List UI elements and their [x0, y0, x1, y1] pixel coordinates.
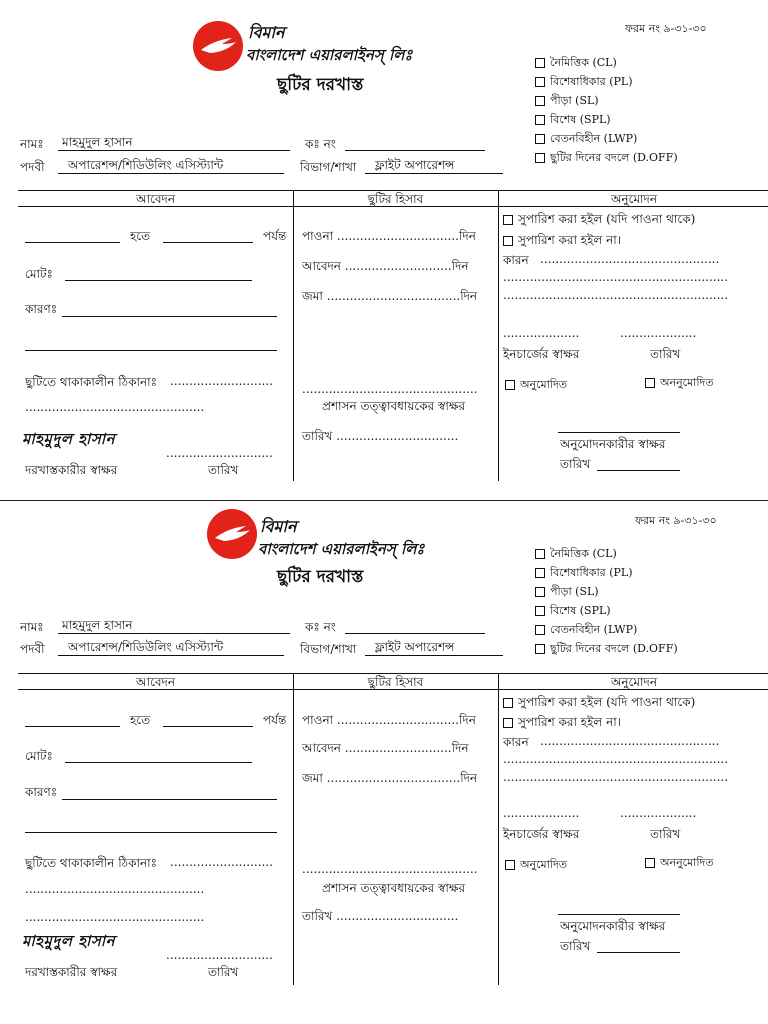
approver-date-label: তারিখ	[560, 457, 591, 471]
biman-logo	[192, 20, 244, 72]
address-label: ছুটিতে থাকাকালীন ঠিকানাঃ	[25, 375, 157, 389]
reason-label: কারণঃ	[25, 785, 58, 799]
checkbox-icon[interactable]	[535, 625, 545, 635]
to-label: পর্যন্ত	[263, 713, 287, 727]
leave-type-cl[interactable]: নৈমিত্তিক (CL)	[535, 54, 617, 73]
leave-type-spl[interactable]: বিশেষ (SPL)	[535, 111, 611, 130]
applicant-date-label: তারিখ	[208, 463, 239, 477]
leave-due[interactable]: পাওনা ................................দিন	[302, 713, 476, 727]
airline-name: বাংলাদেশ এয়ারলাইনস্‌ লিঃ	[258, 540, 425, 558]
approved-option[interactable]: অনুমোদিত	[505, 856, 567, 875]
checkbox-icon[interactable]	[503, 698, 513, 708]
approval-reason-dots[interactable]: ...............................................	[540, 734, 720, 748]
reason-label: কারণঃ	[25, 302, 58, 316]
from-date-field[interactable]	[25, 242, 120, 243]
leave-applied[interactable]: আবেদন ............................দিন	[302, 259, 469, 273]
applicant-date-label: তারিখ	[208, 965, 239, 979]
column-application: আবেদন	[136, 675, 175, 689]
column-application: আবেদন	[136, 192, 175, 206]
leave-type-pl[interactable]: বিশেষাধিকার (PL)	[535, 73, 633, 92]
admin-sig-label: প্রশাসন তত্ত্বাবধায়কের স্বাক্ষর	[322, 881, 466, 895]
admin-date[interactable]: তারিখ ................................	[302, 909, 459, 923]
incharge-date-dots[interactable]: ....................	[620, 806, 697, 820]
id-label: কঃ নং	[305, 137, 336, 151]
total-field[interactable]	[65, 762, 252, 763]
checkbox-icon[interactable]	[645, 378, 655, 388]
not-approved-option[interactable]: অননুমোদিত	[645, 374, 714, 393]
approver-date-label: তারিখ	[560, 939, 591, 953]
brand-name: বিমান	[248, 23, 285, 42]
from-label: হতে	[130, 229, 151, 243]
from-label: হতে	[130, 713, 151, 727]
admin-sig-dots[interactable]: ..............................................	[302, 862, 478, 876]
column-leave-account: ছুটির হিসাব	[367, 192, 424, 206]
applicant-date-dots[interactable]: ............................	[166, 446, 273, 460]
name-label: নামঃ	[20, 137, 44, 151]
biman-logo	[206, 508, 258, 560]
leave-type-cl[interactable]: নৈমিত্তিক (CL)	[535, 545, 617, 564]
checkbox-icon[interactable]	[505, 380, 515, 390]
brand-name: বিমান	[260, 517, 297, 536]
applicant-signature: মাহমুদুল হাসান	[22, 932, 116, 950]
applicant-sig-label: দরখাস্তকারীর স্বাক্ষর	[25, 463, 118, 477]
incharge-sig-dots[interactable]: ....................	[503, 326, 580, 340]
leave-form-copy-1	[0, 12, 768, 482]
column-approval: অনুমোদন	[611, 192, 657, 206]
incharge-date-label: তারিখ	[650, 347, 681, 361]
admin-date[interactable]: তারিখ ................................	[302, 429, 459, 443]
leave-type-sl[interactable]: পীড়া (SL)	[535, 92, 599, 111]
address-dots-2[interactable]: ...............................................	[25, 882, 205, 896]
reason-field[interactable]	[62, 316, 277, 317]
incharge-date-label: তারিখ	[650, 827, 681, 841]
column-approval: অনুমোদন	[611, 675, 657, 689]
address-dots-3[interactable]: ...............................................	[25, 910, 205, 924]
name-value[interactable]: মাহমুদুল হাসান	[62, 618, 133, 632]
approver-date-field[interactable]	[597, 470, 680, 471]
leave-form-copy-2	[0, 500, 768, 979]
incharge-sig-label: ইনচার্জের স্বাক্ষর	[503, 347, 580, 361]
reason-field-2[interactable]	[25, 832, 277, 833]
airline-name: বাংলাদেশ এয়ারলাইনস্‌ লিঃ	[246, 46, 413, 64]
approver-sig-field[interactable]	[558, 432, 680, 433]
not-recommended-option[interactable]: সুপারিশ করা হইল না।	[503, 232, 621, 252]
checkbox-icon[interactable]	[535, 96, 545, 106]
total-field[interactable]	[65, 280, 252, 281]
name-label: নামঃ	[20, 620, 44, 634]
total-label: মোটঃ	[25, 749, 53, 763]
leave-type-lwp[interactable]: বেতনবিহীন (LWP)	[535, 130, 637, 149]
total-label: মোটঃ	[25, 267, 53, 281]
reason-field[interactable]	[62, 799, 277, 800]
to-date-field[interactable]	[163, 242, 253, 243]
approval-reason-dots-3[interactable]: ...........................................................	[503, 770, 729, 784]
address-dots[interactable]: ...........................	[170, 855, 273, 869]
dept-label: বিভাগ/শাখা	[300, 642, 357, 656]
leave-type-lwp[interactable]: বেতনবিহীন (LWP)	[535, 621, 637, 640]
checkbox-icon[interactable]	[535, 153, 545, 163]
checkbox-icon[interactable]	[503, 236, 513, 246]
address-dots[interactable]: ...........................	[170, 374, 273, 388]
approver-date-field[interactable]	[597, 952, 680, 953]
dept-label: বিভাগ/শাখা	[300, 160, 357, 174]
dept-value[interactable]: ফ্লাইট অপারেশন্স	[375, 158, 455, 172]
approval-reason-label: কারন	[503, 735, 529, 749]
name-value[interactable]: মাহমুদুল হাসান	[62, 135, 133, 149]
reason-field-2[interactable]	[25, 350, 277, 351]
address-dots-2[interactable]: ...............................................	[25, 400, 205, 414]
from-date-field[interactable]	[25, 726, 120, 727]
leave-balance[interactable]: জমা ...................................দিন	[302, 771, 478, 785]
checkbox-icon[interactable]	[535, 606, 545, 616]
leave-applied[interactable]: আবেদন ............................দিন	[302, 741, 469, 755]
designation-label: পদবী	[20, 642, 45, 656]
approval-reason-dots-3[interactable]: ...........................................................	[503, 288, 729, 302]
admin-sig-dots[interactable]: ..............................................	[302, 382, 478, 396]
approver-sig-field[interactable]	[558, 914, 680, 915]
leave-balance[interactable]: জমা ...................................দিন	[302, 289, 478, 303]
checkbox-icon[interactable]	[535, 549, 545, 559]
checkbox-icon[interactable]	[535, 77, 545, 87]
recommended-option[interactable]: সুপারিশ করা হইল (যদি পাওনা থাকে)	[503, 694, 695, 714]
checkbox-icon[interactable]	[535, 568, 545, 578]
checkbox-icon[interactable]	[535, 58, 545, 68]
designation-value[interactable]: অপারেশন্স/শিডিউলিং এসিস্ট্যান্ট	[68, 158, 224, 172]
form-number: ফরম নং ৯-৩১-৩০	[625, 22, 707, 35]
checkbox-icon[interactable]	[535, 587, 545, 597]
approval-reason-dots[interactable]: ...............................................	[540, 252, 720, 266]
approver-sig-label: অনুমোদনকারীর স্বাক্ষর	[560, 919, 666, 933]
id-field[interactable]	[345, 633, 485, 634]
to-date-field[interactable]	[163, 726, 253, 727]
incharge-sig-label: ইনচার্জের স্বাক্ষর	[503, 827, 580, 841]
id-field[interactable]	[345, 150, 485, 151]
not-recommended-option[interactable]: সুপারিশ করা হইল না।	[503, 714, 621, 734]
applicant-sig-label: দরখাস্তকারীর স্বাক্ষর	[25, 965, 118, 979]
applicant-signature: মাহমুদুল হাসান	[22, 430, 116, 448]
incharge-sig-dots[interactable]: ....................	[503, 806, 580, 820]
leave-type-doff[interactable]: ছুটির দিনের বদলে (D.OFF)	[535, 149, 678, 168]
not-approved-option[interactable]: অননুমোদিত	[645, 854, 714, 873]
checkbox-icon[interactable]	[503, 718, 513, 728]
leave-due[interactable]: পাওনা ................................দিন	[302, 229, 476, 243]
checkbox-icon[interactable]	[535, 115, 545, 125]
approval-reason-label: কারন	[503, 253, 529, 267]
designation-label: পদবী	[20, 160, 45, 174]
applicant-date-dots[interactable]: ............................	[166, 948, 273, 962]
checkbox-icon[interactable]	[535, 644, 545, 654]
to-label: পর্যন্ত	[263, 229, 287, 243]
address-label: ছুটিতে থাকাকালীন ঠিকানাঃ	[25, 856, 157, 870]
dept-value[interactable]: ফ্লাইট অপারেশন্স	[375, 640, 455, 654]
form-title: ছুটির দরখাস্ত	[277, 75, 364, 95]
approved-option[interactable]: অনুমোদিত	[505, 376, 567, 395]
approval-reason-dots-2[interactable]: ...........................................................	[503, 752, 729, 766]
leave-type-doff[interactable]: ছুটির দিনের বদলে (D.OFF)	[535, 640, 678, 659]
id-label: কঃ নং	[305, 620, 336, 634]
leave-type-pl[interactable]: বিশেষাধিকার (PL)	[535, 564, 633, 583]
form-title: ছুটির দরখাস্ত	[277, 567, 364, 587]
leave-type-spl[interactable]: বিশেষ (SPL)	[535, 602, 611, 621]
checkbox-icon[interactable]	[505, 860, 515, 870]
recommended-option[interactable]: সুপারিশ করা হইল (যদি পাওনা থাকে)	[503, 211, 695, 231]
leave-type-sl[interactable]: পীড়া (SL)	[535, 583, 599, 602]
form-number: ফরম নং ৯-৩১-৩০	[635, 514, 717, 527]
checkbox-icon[interactable]	[535, 134, 545, 144]
checkbox-icon[interactable]	[645, 858, 655, 868]
designation-value[interactable]: অপারেশন্স/শিডিউলিং এসিস্ট্যান্ট	[68, 640, 224, 654]
admin-sig-label: প্রশাসন তত্ত্বাবধায়কের স্বাক্ষর	[322, 399, 466, 413]
column-leave-account: ছুটির হিসাব	[367, 675, 424, 689]
approval-reason-dots-2[interactable]: ...........................................................	[503, 270, 729, 284]
checkbox-icon[interactable]	[503, 215, 513, 225]
incharge-date-dots[interactable]: ....................	[620, 326, 697, 340]
approver-sig-label: অনুমোদনকারীর স্বাক্ষর	[560, 437, 666, 451]
